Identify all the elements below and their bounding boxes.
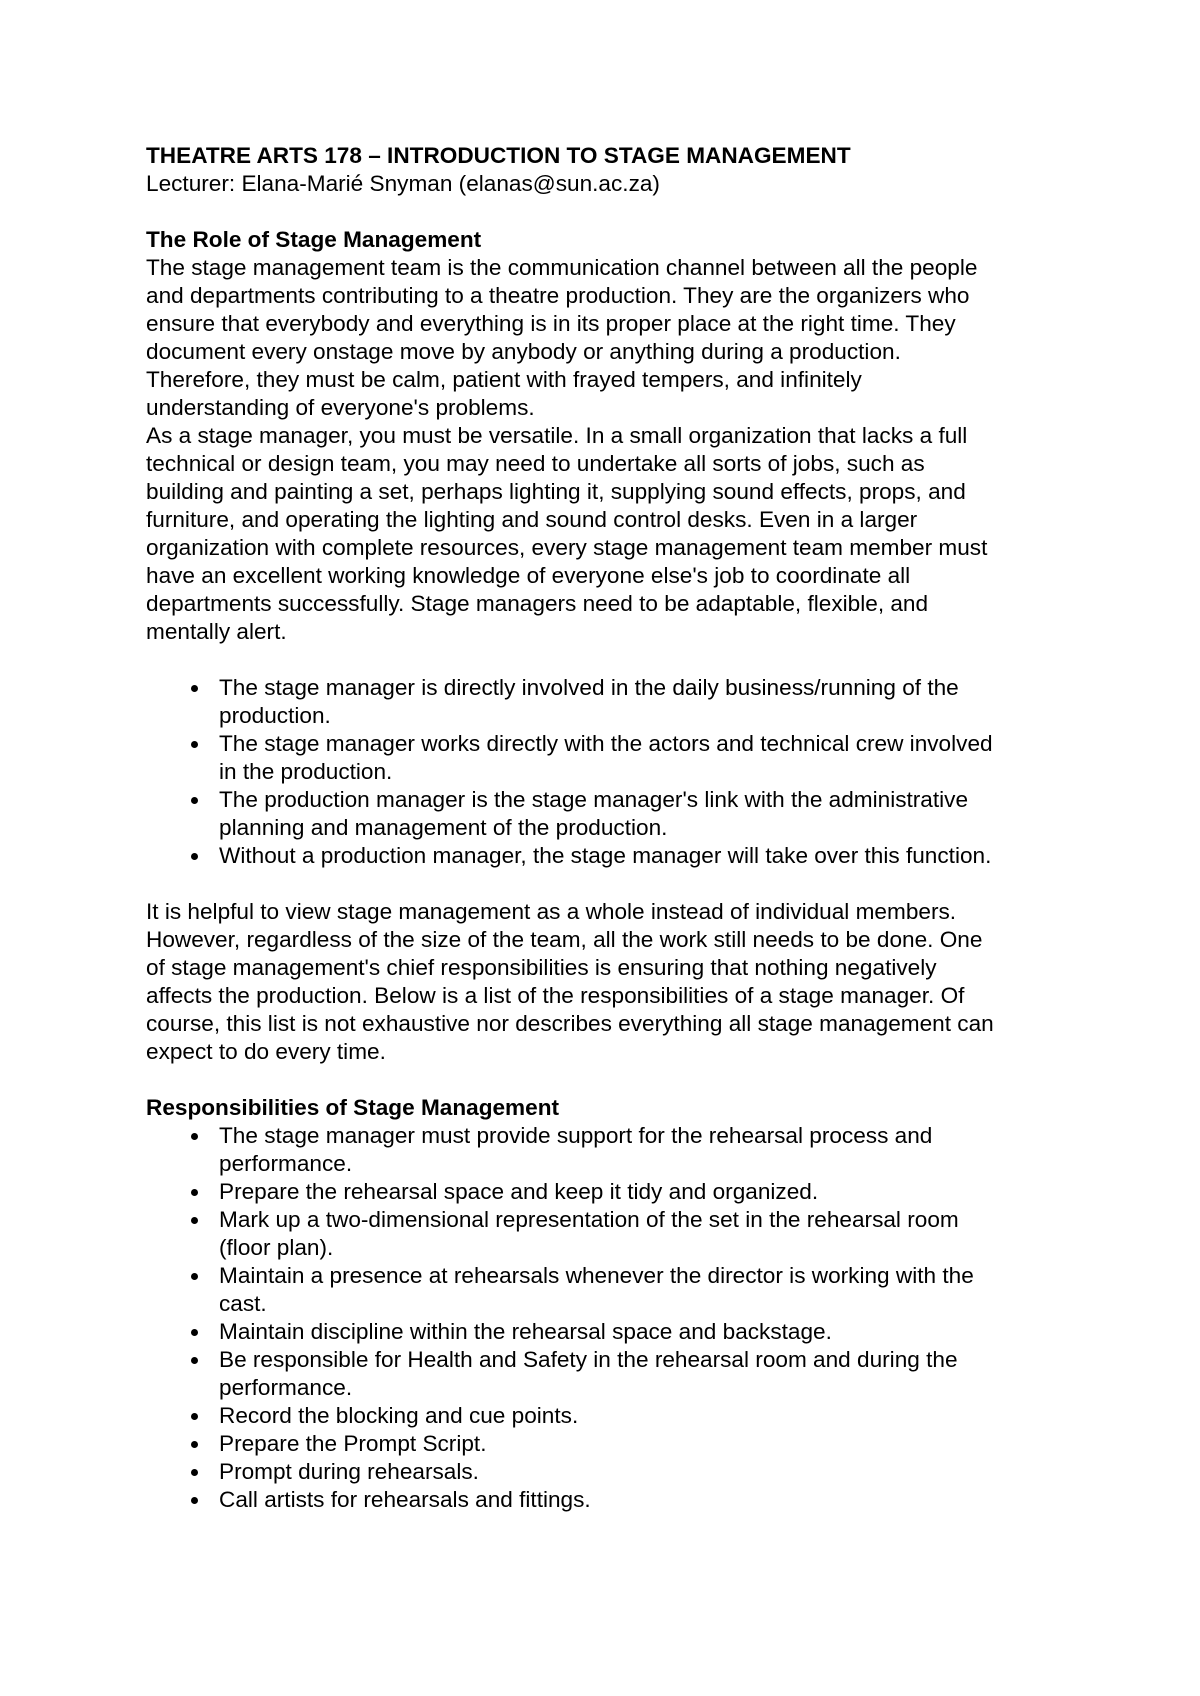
bullet-icon [184, 674, 204, 702]
spacer [146, 870, 1076, 898]
paragraph-line: affects the production. Below is a list of the responsibilities of a stage manager. Of [146, 983, 965, 1008]
document-page [146, 142, 1076, 1514]
paragraph-line: departments successfully. Stage managers need to be adaptable, flexible, and [146, 591, 929, 616]
role-bullet-list [146, 674, 1076, 870]
bullet-text-line: (floor plan). [219, 1235, 334, 1260]
paragraph-line: furniture, and operating the lighting and sound control desks. Even in a larger [146, 507, 918, 532]
bullet-item [146, 1122, 1076, 1178]
bullet-text-line: production. [219, 703, 331, 728]
bullet-item [146, 786, 1076, 842]
document-title: THEATRE ARTS 178 – INTRODUCTION TO STAGE MANAGEMENT [146, 143, 851, 168]
role-heading: The Role of Stage Management [146, 227, 482, 252]
paragraph-line: technical or design team, you may need to undertake all sorts of jobs, such as [146, 451, 925, 476]
bullet-item [146, 730, 1076, 786]
bullet-icon [184, 842, 204, 870]
bullet-icon [184, 1206, 204, 1234]
bullet-item [146, 842, 1076, 870]
bullet-icon [184, 1318, 204, 1346]
paragraph-line: building and painting a set, perhaps lighting it, supplying sound effects, props, and [146, 479, 966, 504]
spacer [146, 646, 1076, 674]
bullet-icon [184, 1346, 204, 1374]
paragraph-line: It is helpful to view stage management as a whole instead of individual members. [146, 899, 957, 924]
bullet-icon [184, 1402, 204, 1430]
paragraph-line: The stage management team is the communication channel between all the people [146, 255, 978, 280]
bullet-item [146, 1262, 1076, 1318]
bullet-text-line: Prepare the Prompt Script. [219, 1431, 487, 1456]
lecturer-line: Lecturer: Elana-Marié Snyman (elanas@sun.ac.za) [146, 171, 660, 196]
bullet-icon [184, 1178, 204, 1206]
role-paragraph [146, 254, 1076, 646]
paragraph-line: and departments contributing to a theatre production. They are the organizers who [146, 283, 970, 308]
bullet-text-line: Call artists for rehearsals and fittings. [219, 1487, 591, 1512]
bullet-item [146, 1318, 1076, 1346]
paragraph-line: However, regardless of the size of the team, all the work still needs to be done. One [146, 927, 983, 952]
bullet-text-line: Maintain a presence at rehearsals whenever the director is working with the [219, 1263, 974, 1288]
bullet-icon [184, 730, 204, 758]
bullet-text-line: in the production. [219, 759, 393, 784]
paragraph-line: document every onstage move by anybody or anything during a production. [146, 339, 901, 364]
bullet-text-line: Maintain discipline within the rehearsal space and backstage. [219, 1319, 832, 1344]
paragraph-line: organization with complete resources, every stage management team member must [146, 535, 988, 560]
responsibilities-bullet-list [146, 1122, 1076, 1514]
bullet-item [146, 1486, 1076, 1514]
bullet-icon [184, 1430, 204, 1458]
bullet-item [146, 1178, 1076, 1206]
paragraph-line: have an excellent working knowledge of everyone else's job to coordinate all [146, 563, 911, 588]
bullet-text-line: Record the blocking and cue points. [219, 1403, 579, 1428]
bullet-text-line: Without a production manager, the stage manager will take over this function. [219, 843, 992, 868]
bullet-text-line: The stage manager must provide support for the rehearsal process and [219, 1123, 933, 1148]
bullet-text-line: Be responsible for Health and Safety in the rehearsal room and during the [219, 1347, 958, 1372]
bullet-item [146, 1206, 1076, 1262]
bullet-text-line: Prompt during rehearsals. [219, 1459, 479, 1484]
closing-paragraph [146, 898, 1076, 1066]
paragraph-line: course, this list is not exhaustive nor describes everything all stage management can [146, 1011, 994, 1036]
spacer [146, 1066, 1076, 1094]
bullet-item [146, 1346, 1076, 1402]
paragraph-line: As a stage manager, you must be versatile. In a small organization that lacks a full [146, 423, 968, 448]
bullet-item [146, 1430, 1076, 1458]
bullet-text-line: The production manager is the stage manager's link with the administrative [219, 787, 969, 812]
bullet-icon [184, 1458, 204, 1486]
paragraph-line: expect to do every time. [146, 1039, 386, 1064]
bullet-item [146, 1402, 1076, 1430]
paragraph-line: ensure that everybody and everything is in its proper place at the right time. They [146, 311, 956, 336]
bullet-text-line: cast. [219, 1291, 267, 1316]
bullet-text-line: Mark up a two-dimensional representation of the set in the rehearsal room [219, 1207, 959, 1232]
spacer [146, 198, 1076, 226]
bullet-text-line: planning and management of the production. [219, 815, 668, 840]
paragraph-line: of stage management's chief responsibilities is ensuring that nothing negatively [146, 955, 937, 980]
bullet-icon [184, 1122, 204, 1150]
paragraph-line: understanding of everyone's problems. [146, 395, 535, 420]
bullet-text-line: performance. [219, 1375, 353, 1400]
bullet-item [146, 1458, 1076, 1486]
bullet-icon [184, 1486, 204, 1514]
paragraph-line: mentally alert. [146, 619, 287, 644]
paragraph-line: Therefore, they must be calm, patient with frayed tempers, and infinitely [146, 367, 862, 392]
bullet-text-line: performance. [219, 1151, 353, 1176]
bullet-icon [184, 1262, 204, 1290]
responsibilities-heading: Responsibilities of Stage Management [146, 1095, 560, 1120]
bullet-text-line: The stage manager works directly with the actors and technical crew involved [219, 731, 993, 756]
bullet-item [146, 674, 1076, 730]
bullet-text-line: The stage manager is directly involved in the daily business/running of the [219, 675, 959, 700]
bullet-icon [184, 786, 204, 814]
bullet-text-line: Prepare the rehearsal space and keep it tidy and organized. [219, 1179, 819, 1204]
